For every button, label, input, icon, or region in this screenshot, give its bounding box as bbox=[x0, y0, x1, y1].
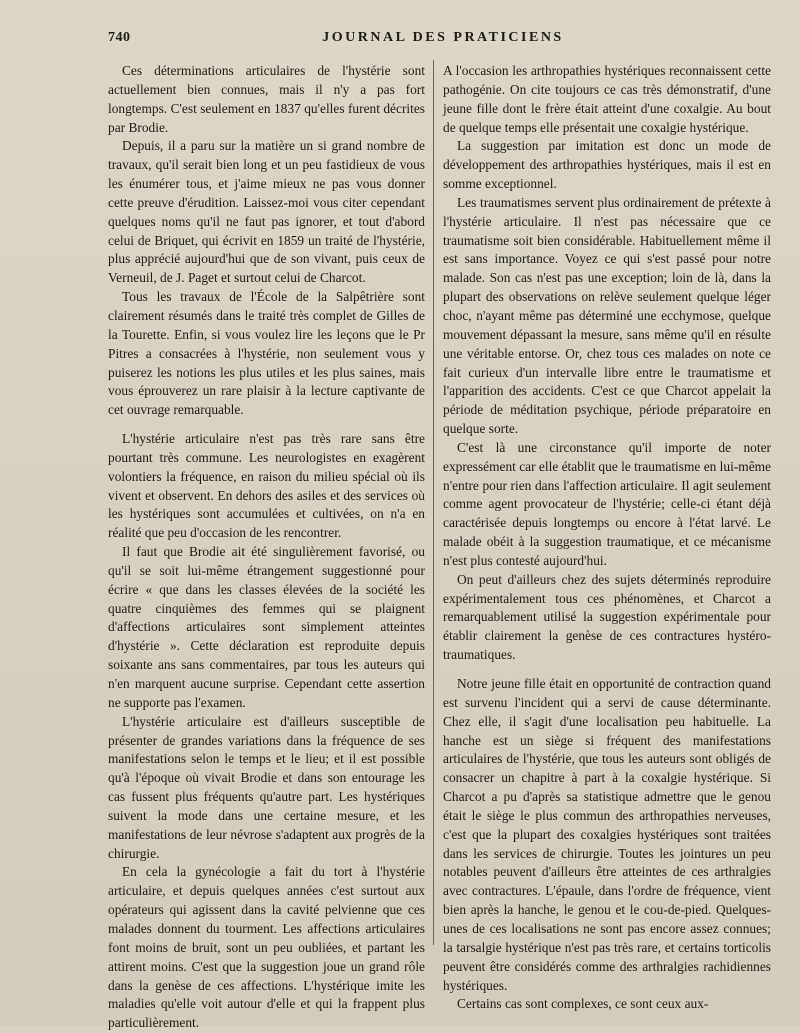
page-number: 740 bbox=[108, 30, 131, 45]
right-column bbox=[443, 62, 771, 1014]
page-header bbox=[108, 30, 778, 52]
paragraph: L'hystérie articulaire est d'ailleurs susceptible de présenter de grandes variations dans la fréquence de ses manifestations selon le temps et le lieu; et il est possible qu'à l'époque où vivait Brodie et dans son entourage les cas fussent plus fréquents qu'autre part. Les hystériques suivent la mode dans une certaine mesure, et les manifestations de leur névrose s'adaptent aux progrès de la chirurgie. bbox=[108, 713, 425, 861]
paragraph: Ces déterminations articulaires de l'hystérie sont actuellement bien connues, mais il n'y a pas fort longtemps. C'est seulement en 1837 qu'elles furent décrites par Brodie. bbox=[108, 63, 425, 135]
paragraph: Notre jeune fille était en opportunité de contraction quand est survenu l'incident qui a servi de cause déterminante. Chez elle, il s'agit d'une localisation peu habituelle. La hanche est un siège si fréquent des manifestations articulaires de l'hystérie, que tous les auteurs sont obligés de consacrer un chapitre à part à la coxalgie hystérique. Si Charcot a pu d'après sa statistique admettre que le genou était le siège le plus commun des arthropathies nerveuses, c'est que la plupart des coxalgies hystériques sont traitées dans les services de chirurgie. Toutes les jointures un peu notables peuvent d'ailleurs être atteintes de ces arthralgies avec contractures. L'épaule, dans l'ordre de fréquence, vient bien après la hanche, le genou et le cou-de-pied. Quelques-unes de ces localisations ne sont pas encore assez connues; la tarsalgie hystérique n'est pas très rare, et certains torticolis peuvent être considérés comme des arthralgies rachidiennes hystériques. bbox=[443, 676, 771, 993]
paragraph: A l'occasion les arthropathies hystériques reconnaissent cette pathogénie. On cite toujours ce cas très démonstratif, d'une jeune fille dont le frère était atteint d'une coxalgie. Au bout de quelque temps elle présentait une coxalgie hystérique. bbox=[443, 63, 771, 135]
paragraph: Il faut que Brodie ait été singulièrement favorisé, ou qu'il se soit lui-même étrangement suggestionné pour écrire « que dans les classes élevées de la société les quatre cinquièmes des femmes qui se plaignent d'affections articulaires sont simplement atteintes d'hystérie ». Cette déclaration est reproduite depuis soixante ans sans commentaires, par tous les auteurs qui n'en marquent aucune surprise. Cependant cette assertion ne supporte pas l'examen. bbox=[108, 544, 425, 710]
paragraph: Certains cas sont complexes, ce sont ceux aux- bbox=[457, 996, 709, 1012]
paragraph: L'hystérie articulaire n'est pas très rare sans être pourtant très commune. Les neurologistes en exagèrent volontiers la fréquence, en raison du milieu spécial où ils vivent et observent. En dehors des asiles et des services où les hystériques sont accumulées et cultivées, on n'a en réalité que peu d'occasion de les rencontrer. bbox=[108, 431, 425, 541]
paragraph: Les traumatismes servent plus ordinairement de prétexte à l'hystérie articulaire. Il n'est pas nécessaire que ce traumatisme soit bien considérable. Habituellement même il est sans importance. Voyez ce qui s'est passé pour notre malade. Son cas n'est pas une exception; loin de là, dans la plupart des observations on relève seulement quelque léger choc, n'ayant même pas déterminé une ecchymose, quelque mouvement dépassant la mesure, sans même qu'il en résulte une véritable entorse. Or, chez tous ces malades on note ce fait curieux d'un intervalle libre entre le traumatisme et l'apparition des accidents. C'est ce que Charcot appelait la période de méditation psychique, période préparatoire en quelque sorte. bbox=[443, 194, 771, 437]
paragraph: C'est là une circonstance qu'il importe de noter expressément car elle établit que le traumatisme en lui-même n'entre pour rien dans l'affection articulaire. Il agit seulement comme agent provocateur de l'hystérie; celle-ci étant déjà caractérisée depuis longtemps ou encore à l'état larvé. Le malade obéit à la suggestion traumatique, et ce mécanisme n'est plus contesté aujourd'hui. bbox=[443, 439, 771, 568]
left-column bbox=[108, 62, 425, 1033]
paragraph: Tous les travaux de l'École de la Salpêtrière sont clairement résumés dans le traité très complet de Gilles de la Tourette. Enfin, si vous voulez lire les leçons que le Pr Pitres a consacrées à l'hystérie, non seulement vous y puiserez les notions les plus utiles et les plus saines, mais vous éprouverez un rare plaisir à la lecture captivante de cet ouvrage remarquable. bbox=[108, 289, 425, 418]
paragraph: La suggestion par imitation est donc un mode de développement des arthropathies hystériques, mais il est en somme exceptionnel. bbox=[443, 138, 771, 192]
paragraph: En cela la gynécologie a fait du tort à l'hystérie articulaire, et depuis quelques années c'est surtout aux opérateurs qui agissent dans la cavité pelvienne que ces malades donnent du tourment. Les affections articulaires font moins de bruit, sont un peu oubliées, et partant les attirent moins. C'est que la suggestion joue un grand rôle dans la genèse de ces affections. L'hystérique imite les maladies qu'elle voit autour d'elle et qui la frappent plus particulièrement. bbox=[108, 864, 425, 1031]
paragraph: On peut d'ailleurs chez des sujets déterminés reproduire expérimentalement tous ces phénomènes, et Charcot a remarquablement utilisé la suggestion expérimentale pour établir clairement la genèse de ces contractures hystéro-traumatiques. bbox=[443, 571, 771, 663]
column-divider bbox=[433, 60, 434, 945]
journal-title: JOURNAL DES PRATICIENS bbox=[322, 30, 564, 45]
paragraph: Depuis, il a paru sur la matière un si grand nombre de travaux, qu'il serait bien long et un peu fastidieux de vous les énumérer tous, et j'aime mieux ne pas vous donner cette preuve d'érudition. Laissez-moi vous citer cependant quelques noms qu'il ne faut pas ignorer, et tout d'abord celui de Briquet, qui écrivit en 1859 un traité de l'hystérie, plus apprécié aujourd'hui que de son vivant, puis ceux de Verneuil, de J. Paget et surtout celui de Charcot. bbox=[108, 138, 425, 286]
